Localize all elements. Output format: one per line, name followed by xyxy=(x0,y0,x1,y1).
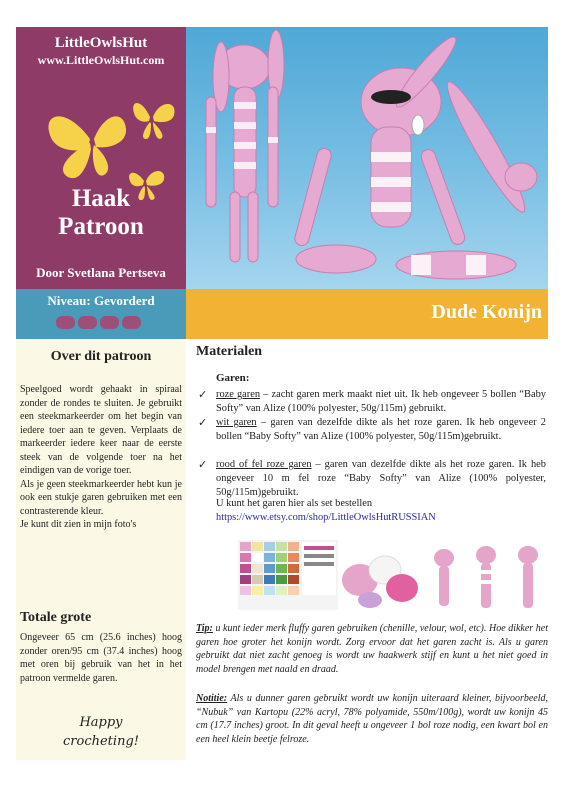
author-credit: Door Svetlana Pertseva xyxy=(36,265,166,280)
level-panel xyxy=(16,289,186,339)
note-label: Notitie: xyxy=(196,693,228,704)
about-paragraph: Als je geen steekmarkeerder hebt kun je ook een stukje garen gebruiken met een contrasterende kleur. xyxy=(20,478,182,517)
yarn-item xyxy=(198,388,546,416)
tip-label: Tip: xyxy=(196,623,213,634)
yarn-desc: – zacht garen merk maakt niet uit. Ik heb ongeveer 5 bollen “Baby Softy” van Alize (100% polyester, 50g/115m) gebruikt. xyxy=(216,389,546,414)
shop-link[interactable]: https://www.etsy.com/shop/LittleOwlsHutRUSSIAN xyxy=(216,512,436,523)
yarn-label: wit garen xyxy=(216,417,257,428)
title-bar xyxy=(186,289,548,339)
about-paragraph: Je kunt dit zien in mijn foto's xyxy=(20,519,137,530)
closing-line2: crocheting! xyxy=(63,734,139,749)
checkmark-icon: ✓ xyxy=(198,459,208,471)
closing-message xyxy=(16,713,186,751)
yarn-label: roze garen xyxy=(216,389,261,400)
buy-note: U kunt het garen hier als set bestellen xyxy=(216,498,373,509)
pattern-title-line1: Haak xyxy=(71,185,131,212)
bunny-photo-illustration xyxy=(186,27,548,289)
yarn-photos xyxy=(238,540,548,610)
bunny-size-image xyxy=(424,540,548,610)
yarn-heading: Garen: xyxy=(216,372,250,384)
note-body: Als u dunner garen gebruikt wordt uw konijn uiteraard kleiner, bijvoorbeeld, “Nubuk” van Kartopu (22% acryl, 78% polyamide, 550m/100g), wordt uw konijn 45 cm (17.7 inches) groot. In dit geval heeft u ongeveer 1 bol roze nodig, een kwart bol en een heel klein beetje felroze. xyxy=(196,693,548,745)
materials-section xyxy=(196,344,548,745)
difficulty-dot xyxy=(100,316,119,329)
brand-url[interactable]: www.LittleOwlsHut.com xyxy=(37,53,165,67)
yarn-chart-image xyxy=(238,540,338,610)
materials-heading: Materialen xyxy=(196,344,263,359)
difficulty-level: Niveau: Gevorderd xyxy=(47,293,155,308)
about-paragraph: Speelgoed wordt gehaakt in spiraal zonder de rondes te sluiten. Je gebruikt een steekmarkeerder om het begin van iedere toer aan te geven. Verplaats de markeerder iedere keer naar de eerste steek van de volgende toer na het eindigen van de vorige toer. xyxy=(20,384,182,476)
checkmark-icon: ✓ xyxy=(198,389,208,401)
yarn-item xyxy=(198,458,546,500)
tip-text xyxy=(196,622,548,676)
difficulty-indicator xyxy=(56,316,141,329)
yarn-desc: – garen van dezelfde dikte als het roze garen. Ik heb ongeveer 2 bollen “Baby Softy” van Alize (100% polyester, 50g/115m)gebruikt. xyxy=(216,417,546,442)
checkmark-icon: ✓ xyxy=(198,417,208,429)
difficulty-dot xyxy=(56,316,75,329)
pattern-title xyxy=(16,185,186,241)
size-heading: Totale grote xyxy=(20,610,92,625)
size-text: Ongeveer 65 cm (25.6 inches) hoog zonder oren/95 cm (37.4 inches) hoog met oren bij gebruik van het in het patroon vermelde garen. xyxy=(20,632,182,684)
difficulty-dot xyxy=(78,316,97,329)
product-photo xyxy=(186,27,548,289)
brand-name: LittleOwlsHut xyxy=(54,35,148,51)
tip-body: u kunt ieder merk fluffy garen gebruiken (chenille, velour, wol, etc). Hoe dikker het garen hoe groter het konijn wordt. Zorg ervoor dat het garen zacht is. Als u garen gebruikt dat niet zacht genoeg is wordt uw haakwerk stijf en kunt u het niet goed in model brengen met naald en draad. xyxy=(196,623,548,675)
left-sidebar xyxy=(16,339,186,760)
note-text xyxy=(196,692,548,746)
about-heading: Over dit patroon xyxy=(50,349,152,364)
product-title: Dude Konijn xyxy=(431,301,542,323)
yarn-balls-image xyxy=(340,540,422,610)
about-text xyxy=(20,383,182,532)
yarn-label: rood of fel roze garen xyxy=(216,459,312,470)
yarn-item xyxy=(198,416,546,444)
pattern-title-line2: Patroon xyxy=(58,213,144,240)
brand-panel xyxy=(16,27,186,289)
closing-line1: Happy xyxy=(79,715,123,730)
yarn-desc: – garen van dezelfde dikte als het roze garen. Ik heb ongeveer 10 m fel roze “Baby Softy” van Alize (100% polyester, 50g/115m)gebruikt. xyxy=(216,459,546,498)
difficulty-dot xyxy=(122,316,141,329)
